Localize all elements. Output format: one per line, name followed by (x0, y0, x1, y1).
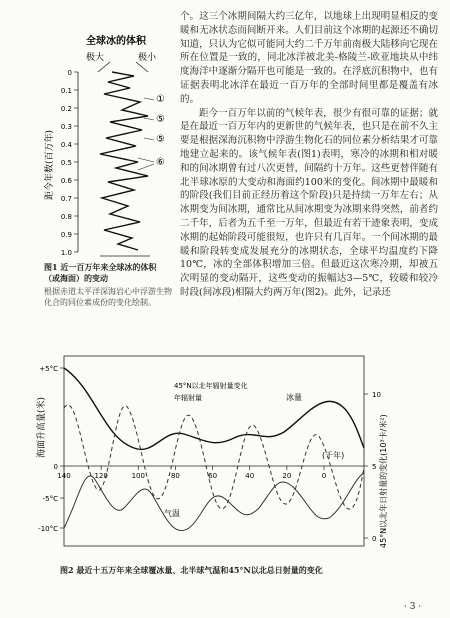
fig1-tick-label: 0 (67, 69, 72, 77)
fig2-x-ticks (57, 466, 326, 480)
page-number: · 3 · (404, 602, 422, 612)
fig1-title: 全球冰的体积 (86, 36, 146, 47)
fig1-marker: ⑤ (156, 134, 165, 145)
fig2-caption: 图2 最近十五万年来全球覆冰量、北半球气温和45°N以北总日射量的变化 (60, 565, 323, 575)
fig2-x-tick-label: 120 (94, 472, 108, 480)
fig2-x-tick-label: 40 (245, 472, 255, 480)
fig2-label-temperature: 气温 (164, 509, 180, 518)
fig1-label-min: 极小 (138, 53, 157, 63)
fig2-label-insolation: 45°N以北年辐射量变化 (174, 382, 248, 390)
fig1-ice-curve (100, 72, 148, 250)
fig2-insolation-curve (64, 405, 364, 509)
fig1-marker-leader (138, 164, 154, 170)
fig2-x-unit: (千年) (322, 451, 345, 460)
paragraph: 个。这三个冰期间隔大约三亿年，以地球上出现明显相反的变暖和无冰状态而间断开来。人们目前这个冰期的起源还不确切知道，只认为它似可能同大约二千万年前南极大陆移向它现在所在位置是一致的，同北冰洋被北美-格陵兰-欧亚地块从中纬度海洋中逐渐分隔开也可能是一致的。在浮底沉积物中，也有证据表明北冰洋在最近一百万年的全部时间里都是覆盖有冰的。 (180, 11, 438, 105)
fig1-tick-label: 0.6 (60, 177, 72, 185)
fig1-tick-label: 0.1 (60, 87, 72, 95)
fig2-left-tick-label: 0 (53, 463, 58, 471)
fig1-marker-leader (144, 118, 154, 120)
fig2-x-tick-label: 80 (170, 472, 180, 480)
fig2-left-tick-label: -10°C (38, 525, 58, 533)
body-text (180, 10, 438, 300)
fig1-tick-label: 0.3 (60, 123, 72, 131)
fig1-y-ticks (61, 69, 78, 257)
fig2-temperature-curve (64, 473, 364, 531)
fig1-tick-label: 0.8 (60, 213, 72, 221)
fig1-tick-label: 0.5 (60, 159, 72, 167)
fig2-left-axis-label: 海面升高量(米) (37, 396, 47, 458)
fig2-x-tick-label: 0 (321, 472, 327, 480)
fig2-left-tick-label: +5°C (39, 365, 58, 373)
fig2-x-tick-label: 100 (131, 472, 145, 480)
fig2-x-tick-label: 60 (208, 472, 218, 480)
fig1-marker: ⑤ (156, 114, 165, 125)
fig1-y-axis-label: 距今年数(百万年) (45, 129, 55, 200)
fig1-marker: ⑥ (156, 157, 165, 168)
fig2-right-tick-label: 0 (372, 535, 377, 543)
fig2-x-tick-label: 20 (282, 472, 292, 480)
fig1-marker-leader (144, 138, 154, 140)
fig1-tick-label: 0.7 (60, 195, 72, 203)
fig1-arrow-min (136, 62, 148, 72)
fig2-right-tick-label: 5 (372, 463, 377, 471)
fig2-x-tick-label: 140 (57, 472, 71, 480)
fig1-label-max: 极大 (86, 53, 105, 63)
fig1-tick-label: 0.4 (60, 141, 72, 149)
fig2-label-ice-volume: 冰量 (286, 393, 302, 402)
fig1-marker: ① (156, 94, 165, 105)
fig2-left-tick-label: -5°C (42, 495, 58, 503)
fig1-arrow-max (98, 62, 110, 72)
fig1-tick-label: 0.2 (60, 105, 72, 113)
fig1-tick-label: 1.0 (60, 249, 72, 257)
fig1-tick-label: 0.9 (60, 231, 72, 239)
fig1-caption: 图1 近一百万年来全球冰的体积（或海面）的变动 (44, 262, 157, 283)
figure2-climate-chart (24, 348, 424, 558)
fig2-label-insolation2: 年辐射量 (174, 394, 202, 402)
fig2-right-tick-label: 10 (372, 391, 381, 399)
figure1-ice-volume (38, 30, 178, 260)
fig1-marker-leader (138, 158, 154, 162)
fig2-right-axis-label: 45°N以北年日射量的变化(10³卡/米²) (379, 414, 388, 548)
paragraph: 距今一百万年以前的气候年表，很少有很可靠的证据；就是在最近一百万年内的更新世的气候年表，也只是在前不久主要是根据深海沉积物中浮游生物化石的同位素分析结果才可靠地建立起来的。该气候年表(图1)表明，寒冷的冰期和相对暖和的间冰期曾有过八次更替，间隔约十万年。这些更替伴随有北半球冰原的大变动和海面约100米的变化。间冰期中最暖和的阶段(我们目前正经历着这个阶段)只是持续一万年左右；从冰期变为间冰期，通常比从间冰期变为冰期来得突然，前者约二千年，后者为五千至一万年，但最近有若干迹象表明，变成冰期的起始阶段可能很短，也许只有几百年。一个间冰期的最暖和阶段转变成发展充分的冰期状态，全球平均温度约下降10℃，冰的全部体积增加三倍。但最近这次寒冷期，却被五次明显的变动隔开，这些变动的振幅达3—5℃，较暖和较冷时段(间冰段)相隔大约两万年(图2)。此外，记录还 (180, 107, 438, 298)
fig1-marker-leader (144, 98, 154, 100)
fig1-note: 根据赤道太平洋深海岩心中浮游生物化合的同位素成份的变化绘制。 (44, 287, 172, 307)
